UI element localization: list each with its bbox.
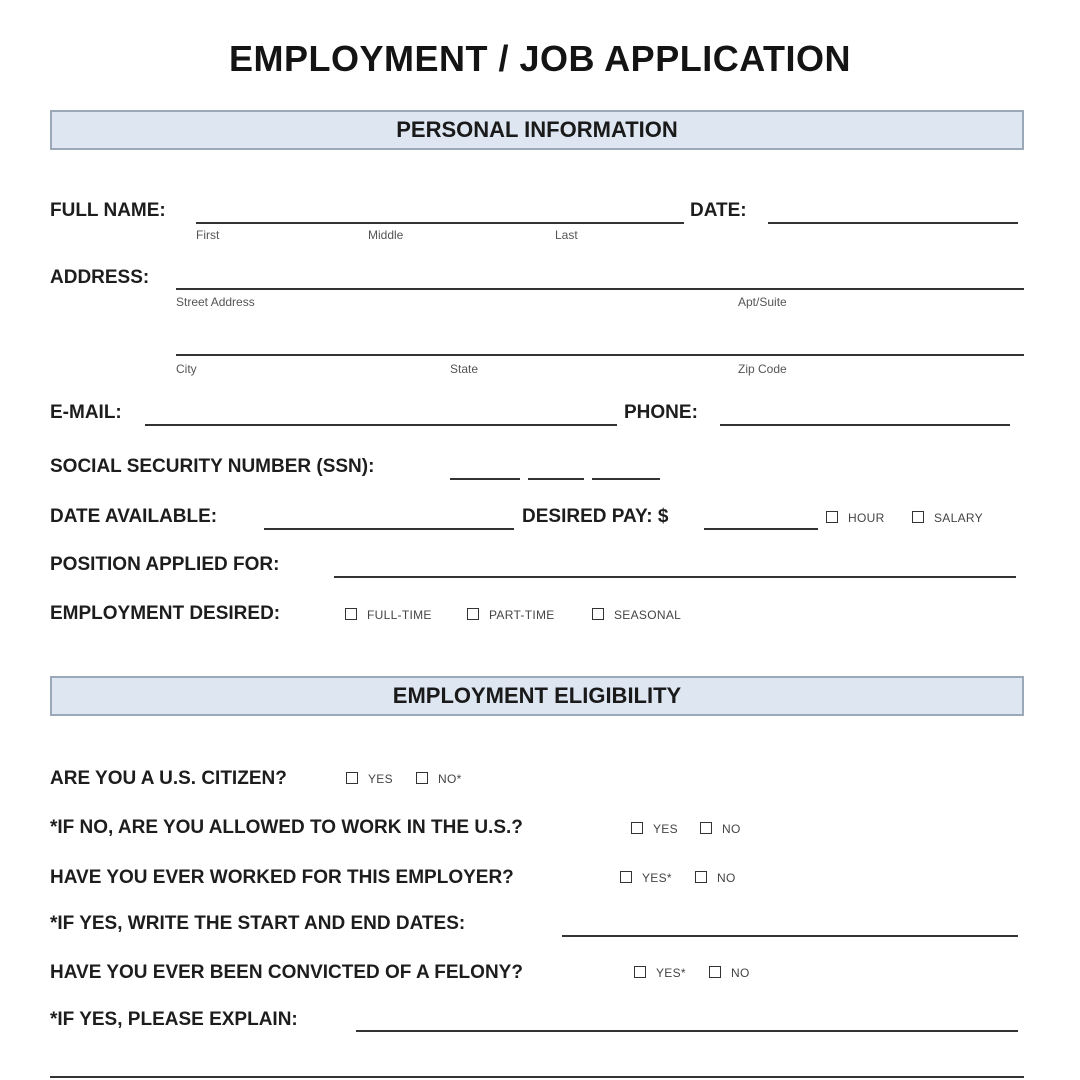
- date-label: DATE:: [690, 200, 747, 221]
- full-time-checkbox[interactable]: [345, 608, 357, 620]
- worked-yes-label: YES*: [642, 871, 672, 885]
- phone-field[interactable]: [720, 424, 1010, 426]
- street-address-caption: Street Address: [176, 295, 255, 309]
- phone-label: PHONE:: [624, 402, 698, 423]
- felony-yes-label: YES*: [656, 966, 686, 980]
- citizen-no-label: NO*: [438, 772, 462, 786]
- state-caption: State: [450, 362, 479, 376]
- felony-no-checkbox[interactable]: [709, 966, 721, 978]
- worked-for-employer-question: HAVE YOU EVER WORKED FOR THIS EMPLOYER?: [50, 867, 514, 888]
- position-field[interactable]: [334, 576, 1016, 578]
- start-end-dates-label: *IF YES, WRITE THE START AND END DATES:: [50, 913, 466, 934]
- name-middle-caption: Middle: [368, 228, 404, 242]
- seasonal-checkbox[interactable]: [592, 608, 604, 620]
- city-caption: City: [176, 362, 197, 376]
- street-address-field[interactable]: [176, 288, 1024, 290]
- position-label: POSITION APPLIED FOR:: [50, 554, 280, 575]
- part-time-checkbox[interactable]: [467, 608, 479, 620]
- date-field[interactable]: [768, 222, 1018, 224]
- full-name-field[interactable]: [196, 222, 684, 224]
- worked-no-label: NO: [717, 871, 736, 885]
- form-title: EMPLOYMENT / JOB APPLICATION: [228, 38, 852, 79]
- city-state-zip-field[interactable]: [176, 354, 1024, 356]
- full-name-label: FULL NAME:: [50, 200, 166, 221]
- worked-no-checkbox[interactable]: [695, 871, 707, 883]
- salary-checkbox[interactable]: [912, 511, 924, 523]
- felony-yes-checkbox[interactable]: [634, 966, 646, 978]
- address-label: ADDRESS:: [50, 267, 150, 288]
- allowed-yes-label: YES: [653, 822, 678, 836]
- hour-checkbox[interactable]: [826, 511, 838, 523]
- allowed-no-label: NO: [722, 822, 741, 836]
- name-last-caption: Last: [555, 228, 578, 242]
- felony-explain-field[interactable]: [356, 1030, 1018, 1032]
- start-end-dates-field[interactable]: [562, 935, 1018, 937]
- citizen-question: ARE YOU A U.S. CITIZEN?: [50, 768, 287, 789]
- allowed-yes-checkbox[interactable]: [631, 822, 643, 834]
- desired-pay-field[interactable]: [704, 528, 818, 530]
- apt-suite-caption: Apt/Suite: [738, 295, 787, 309]
- allowed-no-checkbox[interactable]: [700, 822, 712, 834]
- ssn-label: SOCIAL SECURITY NUMBER (SSN):: [50, 456, 375, 477]
- full-time-option-label: FULL-TIME: [367, 608, 432, 622]
- section-header-eligibility: EMPLOYMENT ELIGIBILITY: [50, 676, 1024, 716]
- felony-no-label: NO: [731, 966, 750, 980]
- date-available-field[interactable]: [264, 528, 514, 530]
- date-available-label: DATE AVAILABLE:: [50, 506, 218, 527]
- citizen-no-checkbox[interactable]: [416, 772, 428, 784]
- hour-option-label: HOUR: [848, 511, 885, 525]
- name-first-caption: First: [196, 228, 220, 242]
- part-time-option-label: PART-TIME: [489, 608, 555, 622]
- section-header-personal: PERSONAL INFORMATION: [50, 110, 1024, 150]
- allowed-to-work-question: *IF NO, ARE YOU ALLOWED TO WORK IN THE U.S.?: [50, 817, 523, 838]
- citizen-yes-label: YES: [368, 772, 393, 786]
- seasonal-option-label: SEASONAL: [614, 608, 682, 622]
- felony-explain-label: *IF YES, PLEASE EXPLAIN:: [50, 1009, 298, 1030]
- email-label: E-MAIL:: [50, 402, 122, 423]
- ssn-field-part3[interactable]: [592, 478, 660, 480]
- salary-option-label: SALARY: [934, 511, 983, 525]
- citizen-yes-checkbox[interactable]: [346, 772, 358, 784]
- desired-pay-label: DESIRED PAY: $: [522, 506, 669, 527]
- ssn-field-part1[interactable]: [450, 478, 520, 480]
- email-field[interactable]: [145, 424, 617, 426]
- worked-yes-checkbox[interactable]: [620, 871, 632, 883]
- felony-question: HAVE YOU EVER BEEN CONVICTED OF A FELONY?: [50, 962, 523, 983]
- zip-caption: Zip Code: [738, 362, 787, 376]
- ssn-field-part2[interactable]: [528, 478, 584, 480]
- employment-desired-label: EMPLOYMENT DESIRED:: [50, 603, 281, 624]
- bottom-divider: [50, 1076, 1024, 1078]
